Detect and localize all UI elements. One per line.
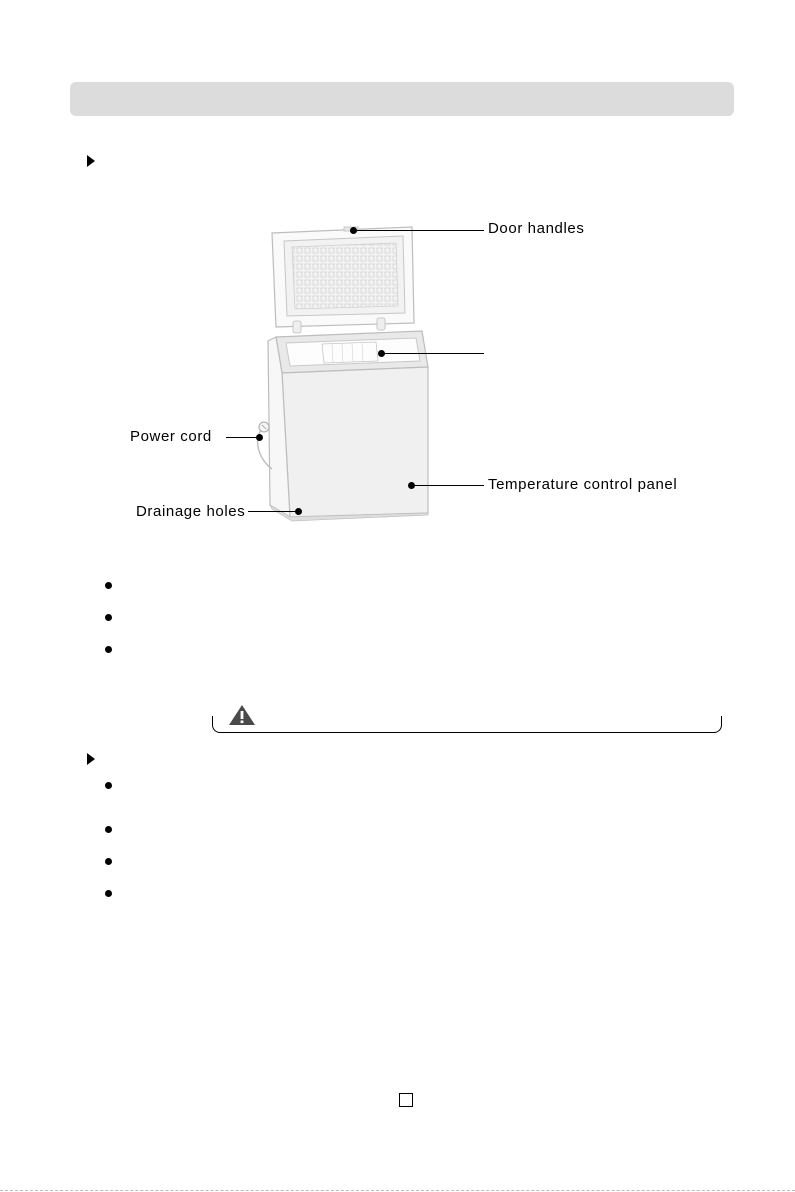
list-bullet-icon <box>105 782 112 789</box>
door-handles-label: Door handles <box>488 220 585 237</box>
power-cord-label: Power cord <box>130 428 212 445</box>
section-arrow-icon <box>87 155 95 167</box>
chest-freezer-illustration <box>240 215 450 525</box>
section-arrow-icon <box>87 753 95 765</box>
power-cord-leader <box>226 437 258 438</box>
door-handles-leader <box>354 230 484 231</box>
drainage-holes-label: Drainage holes <box>136 503 246 520</box>
list-bullet-icon <box>105 614 112 621</box>
section-header-bar <box>70 82 734 116</box>
list-bullet-icon <box>105 826 112 833</box>
list-bullet-icon <box>105 582 112 589</box>
list-bullet-icon <box>105 890 112 897</box>
basket-leader <box>382 353 484 354</box>
power-cord-callout-dot <box>256 434 263 441</box>
warning-frame <box>212 716 722 733</box>
drainage-holes-callout-dot <box>295 508 302 515</box>
temperature-panel-leader <box>412 485 484 486</box>
temperature-control-panel-label: Temperature control panel <box>488 476 678 493</box>
list-bullet-icon <box>105 858 112 865</box>
list-bullet-icon <box>105 646 112 653</box>
drainage-holes-leader <box>248 511 296 512</box>
warning-triangle-icon <box>228 704 256 726</box>
page-number-box <box>399 1093 413 1107</box>
